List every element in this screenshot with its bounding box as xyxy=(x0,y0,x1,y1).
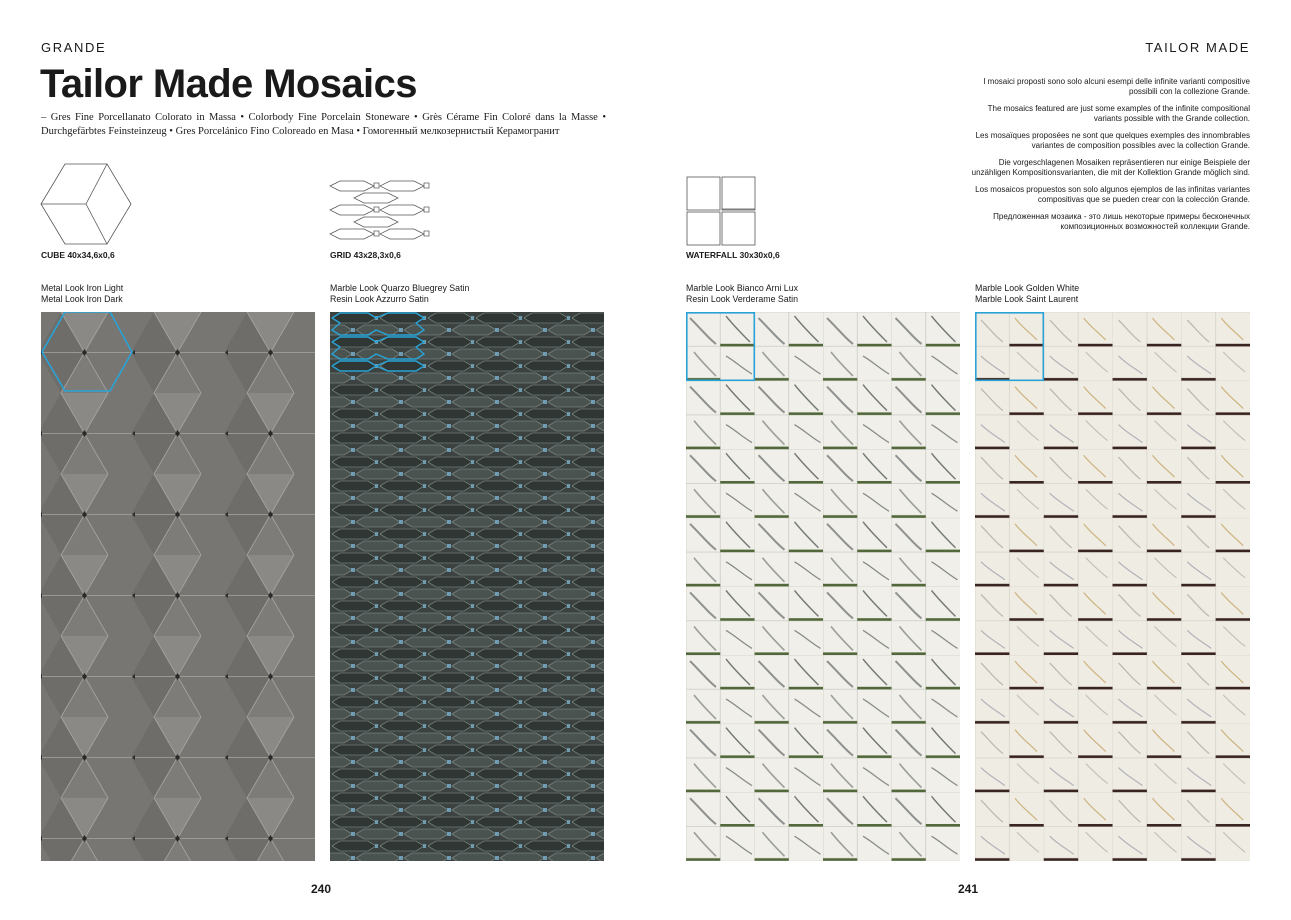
panel-3-line-1: Marble Look Bianco Arni Lux xyxy=(686,283,798,293)
note-german: Die vorgeschlagenen Mosaiken repräsentieren nur einige Beispiele der unzähligen Kompositionsvarianten, die mit der Kollektion Grande möglich sind. xyxy=(971,158,1250,177)
page-number-right: 241 xyxy=(958,882,979,896)
page-subtitle: – Gres Fine Porcellanato Colorato in Massa • Colorbody Fine Porcelain Stoneware • Grès Cérame Fin Coloré dans la Masse • Durchgefärbtes Feinsteinzeug • Gres Porcelánico Fino Coloreado en Masa • Гомогенный мелкозернистый Керамогранит xyxy=(41,112,606,137)
panel-4-caption xyxy=(975,283,1079,305)
panel-3-line-2: Resin Look Verderame Satin xyxy=(686,294,798,304)
note-french: Les mosaïques proposées ne sont que quelques exemples des innombrables variantes de composition possibles avec la collection Grande. xyxy=(975,131,1250,150)
note-spanish: Los mosaicos propuestos son solo algunos ejemplos de las infinitas variantes compositivas que se pueden crear con la colección Grande. xyxy=(975,185,1250,204)
cube-shape-diagram xyxy=(40,163,132,246)
page-number-left: 240 xyxy=(311,882,332,896)
waterfall-green-panel xyxy=(686,312,960,861)
panel-1-line-1: Metal Look Iron Light xyxy=(41,283,124,293)
panel-2-line-1: Marble Look Quarzo Bluegrey Satin xyxy=(330,283,470,293)
panel-2-caption xyxy=(330,283,469,305)
page-title: Tailor Made Mosaics xyxy=(40,62,417,106)
panel-4-line-2: Marble Look Saint Laurent xyxy=(975,294,1079,304)
waterfall-brown-image xyxy=(975,312,1250,861)
grid-shape-diagram xyxy=(328,180,430,248)
waterfall-green-image xyxy=(686,312,960,861)
panel-1-caption xyxy=(41,283,123,305)
brand-label: GRANDE xyxy=(41,40,107,55)
format-caption-grid: GRID 43x28,3x0,6 xyxy=(330,250,401,260)
panel-1-line-2: Metal Look Iron Dark xyxy=(41,294,123,304)
grid-mosaic-image xyxy=(330,312,604,861)
waterfall-shape-diagram xyxy=(686,176,758,248)
note-english: The mosaics featured are just some examples of the infinite compositional variants possible with the Grande collection. xyxy=(987,104,1250,123)
cube-mosaic-image xyxy=(41,312,315,861)
note-russian: Предложенная мозаика - это лишь некоторые примеры бесконечных композиционных возможностей коллекции Grande. xyxy=(993,212,1250,231)
waterfall-brown-panel xyxy=(975,312,1250,861)
format-caption-cube: CUBE 40x34,6x0,6 xyxy=(41,250,115,260)
format-caption-waterfall: WATERFALL 30x30x0,6 xyxy=(686,250,780,260)
section-label: TAILOR MADE xyxy=(1145,40,1250,55)
grid-mosaic-panel xyxy=(330,312,604,861)
panel-4-line-1: Marble Look Golden White xyxy=(975,283,1080,293)
panel-2-line-2: Resin Look Azzurro Satin xyxy=(330,294,429,304)
panel-3-caption xyxy=(686,283,798,305)
notes-block xyxy=(960,77,1250,239)
cube-mosaic-panel xyxy=(41,312,315,861)
note-italian: I mosaici proposti sono solo alcuni esempi delle infinite varianti compositive possibili con la collezione Grande. xyxy=(983,77,1250,96)
